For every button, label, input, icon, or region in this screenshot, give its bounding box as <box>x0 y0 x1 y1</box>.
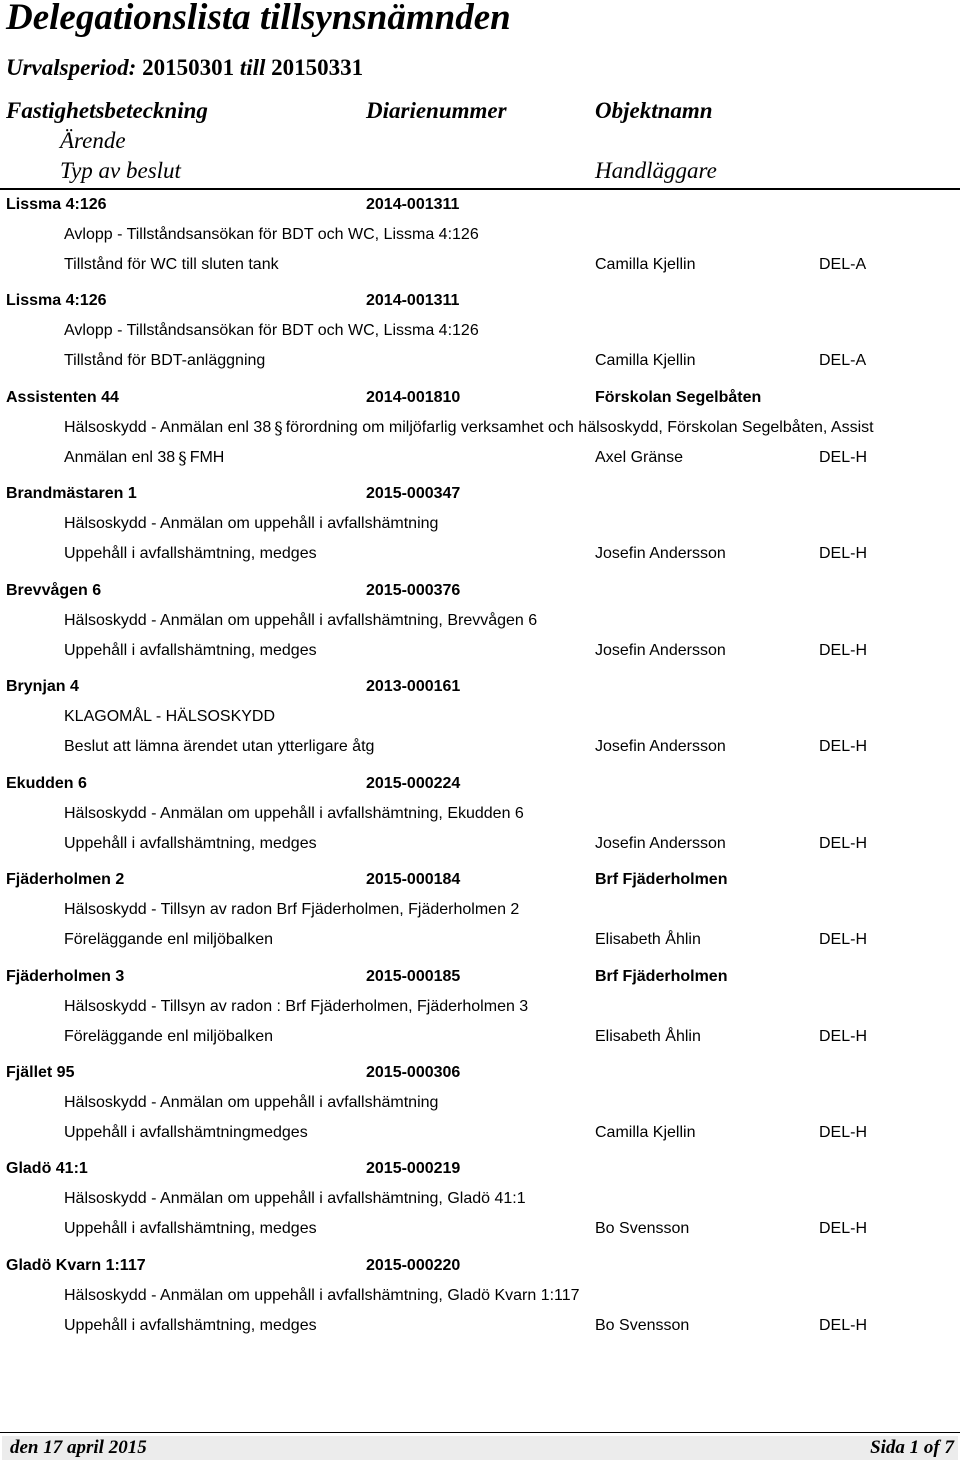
typ-av-beslut: Uppehåll i avfallshämtningmedges <box>64 1124 308 1141</box>
diarienummer: 2014-001311 <box>366 196 460 213</box>
arende: Hälsoskydd - Anmälan om uppehåll i avfallshämtning, Ekudden 6 <box>64 805 524 822</box>
period-label: Urvalsperiod: <box>6 55 137 80</box>
typ-av-beslut: Uppehåll i avfallshämtning, medges <box>64 545 317 562</box>
diarienummer: 2015-000185 <box>366 968 461 985</box>
typ-av-beslut: Tillstånd för WC till sluten tank <box>64 256 279 273</box>
list-item <box>0 677 960 773</box>
typ-av-beslut: Beslut att lämna ärendet utan ytterligare åtg <box>64 738 375 755</box>
diarienummer: 2015-000347 <box>366 485 461 502</box>
delegation-code: DEL-A <box>819 352 867 369</box>
arende: Hälsoskydd - Tillsyn av radon : Brf Fjäderholmen, Fjäderholmen 3 <box>64 998 529 1015</box>
header-diarienummer: Diarienummer <box>366 98 507 123</box>
delegation-code: DEL-H <box>819 931 868 948</box>
period-to: 20150331 <box>271 55 364 80</box>
handlaggare: Bo Svensson <box>595 1317 690 1334</box>
delegation-code: DEL-H <box>819 449 868 466</box>
list-item <box>0 291 960 387</box>
list-item <box>0 195 960 291</box>
selection-period <box>6 55 363 81</box>
objektnamn: Brf Fjäderholmen <box>595 871 728 888</box>
list-item <box>0 484 960 580</box>
delegation-code: DEL-H <box>819 545 868 562</box>
fastighetsbeteckning: Assistenten 44 <box>6 389 119 406</box>
typ-av-beslut <box>64 448 224 468</box>
typ-av-beslut: Uppehåll i avfallshämtning, medges <box>64 1220 317 1237</box>
diarienummer: 2015-000306 <box>366 1064 461 1081</box>
handlaggare: Axel Gränse <box>595 449 684 466</box>
list-item <box>0 774 960 870</box>
arende: Avlopp - Tillståndsansökan för BDT och WC, Lissma 4:126 <box>64 226 479 243</box>
diarienummer: 2015-000219 <box>366 1160 461 1177</box>
arende: Hälsoskydd - Anmälan om uppehåll i avfallshämtning, Gladö 41:1 <box>64 1190 526 1207</box>
typ-av-beslut: Uppehåll i avfallshämtning, medges <box>64 1317 317 1334</box>
fastighetsbeteckning: Gladö Kvarn 1:117 <box>6 1257 146 1274</box>
header-objektnamn: Objektnamn <box>595 98 713 123</box>
fastighetsbeteckning: Lissma 4:126 <box>6 292 107 309</box>
diarienummer: 2013-000161 <box>366 678 461 695</box>
arende: Hälsoskydd - Tillsyn av radon Brf Fjäderholmen, Fjäderholmen 2 <box>64 901 520 918</box>
handlaggare: Camilla Kjellin <box>595 1124 696 1141</box>
delegation-code: DEL-H <box>819 642 868 659</box>
list-item <box>0 967 960 1063</box>
page-title: Delegationslista tillsynsnämnden <box>6 0 511 38</box>
arende: Hälsoskydd - Anmälan om uppehåll i avfallshämtning, Gladö Kvarn 1:117 <box>64 1287 580 1304</box>
arende: Hälsoskydd - Anmälan om uppehåll i avfallshämtning <box>64 515 439 532</box>
typ-av-beslut: Uppehåll i avfallshämtning, medges <box>64 642 317 659</box>
delegation-code: DEL-H <box>819 835 868 852</box>
header-handlaggare: Handläggare <box>595 158 717 183</box>
list-item <box>0 1063 960 1159</box>
delegation-code: DEL-H <box>819 1317 868 1334</box>
objektnamn: Förskolan Segelbåten <box>595 389 762 406</box>
header-divider <box>0 188 960 190</box>
arende: Avlopp - Tillståndsansökan för BDT och WC, Lissma 4:126 <box>64 322 479 339</box>
section-sign-icon: § <box>274 419 283 439</box>
arende: KLAGOMÅL - HÄLSOSKYDD <box>64 708 276 725</box>
fastighetsbeteckning: Fjäderholmen 2 <box>6 871 125 888</box>
objektnamn: Brf Fjäderholmen <box>595 968 728 985</box>
typ-av-beslut: Föreläggande enl miljöbalken <box>64 1028 274 1045</box>
handlaggare: Camilla Kjellin <box>595 256 696 273</box>
arende-part-2: förordning om miljöfarlig verksamhet och hälsoskydd, Förskolan Segelbåten, Assist <box>285 419 874 436</box>
arende: Hälsoskydd - Anmälan om uppehåll i avfallshämtning <box>64 1094 439 1111</box>
fastighetsbeteckning: Fjäderholmen 3 <box>6 968 125 985</box>
fastighetsbeteckning: Ekudden 6 <box>6 775 87 792</box>
handlaggare: Elisabeth Åhlin <box>595 931 701 948</box>
fastighetsbeteckning: Lissma 4:126 <box>6 196 107 213</box>
beslut-part-2: FMH <box>189 449 225 466</box>
list-item <box>0 388 960 484</box>
period-from: 20150301 <box>142 55 235 80</box>
footer-date: den 17 april 2015 <box>10 1437 147 1458</box>
typ-av-beslut: Uppehåll i avfallshämtning, medges <box>64 835 317 852</box>
handlaggare: Josefin Andersson <box>595 545 726 562</box>
delegation-code: DEL-H <box>819 738 868 755</box>
typ-av-beslut: Tillstånd för BDT-anläggning <box>64 352 266 369</box>
diarienummer: 2014-001810 <box>366 389 461 406</box>
handlaggare: Elisabeth Åhlin <box>595 1028 701 1045</box>
diarienummer: 2014-001311 <box>366 292 460 309</box>
header-typ-av-beslut: Typ av beslut <box>60 158 181 183</box>
header-arende: Ärende <box>60 128 126 153</box>
list-item <box>0 1256 960 1352</box>
fastighetsbeteckning: Brevvågen 6 <box>6 582 102 599</box>
diarienummer: 2015-000184 <box>366 871 461 888</box>
period-till-word: till <box>239 55 266 80</box>
beslut-part-1: Anmälan enl 38 <box>64 449 176 466</box>
list-item <box>0 870 960 966</box>
diarienummer: 2015-000220 <box>366 1257 461 1274</box>
fastighetsbeteckning: Brandmästaren 1 <box>6 485 137 502</box>
arende <box>64 418 874 438</box>
handlaggare: Josefin Andersson <box>595 738 726 755</box>
handlaggare: Josefin Andersson <box>595 642 726 659</box>
list-item <box>0 581 960 677</box>
footer-divider <box>0 1432 960 1433</box>
header-fastighetsbeteckning: Fastighetsbeteckning <box>6 98 208 123</box>
diarienummer: 2015-000376 <box>366 582 461 599</box>
handlaggare: Josefin Andersson <box>595 835 726 852</box>
delegation-code: DEL-A <box>819 256 867 273</box>
diarienummer: 2015-000224 <box>366 775 461 792</box>
arende: Hälsoskydd - Anmälan om uppehåll i avfallshämtning, Brevvågen 6 <box>64 612 538 629</box>
delegation-code: DEL-H <box>819 1124 868 1141</box>
fastighetsbeteckning: Gladö 41:1 <box>6 1160 88 1177</box>
list-item <box>0 1159 960 1255</box>
handlaggare: Camilla Kjellin <box>595 352 696 369</box>
delegation-code: DEL-H <box>819 1220 868 1237</box>
fastighetsbeteckning: Brynjan 4 <box>6 678 79 695</box>
delegation-code: DEL-H <box>819 1028 868 1045</box>
section-sign-icon: § <box>178 449 187 469</box>
typ-av-beslut: Föreläggande enl miljöbalken <box>64 931 274 948</box>
handlaggare: Bo Svensson <box>595 1220 690 1237</box>
arende-part-1: Hälsoskydd - Anmälan enl 38 <box>64 419 272 436</box>
page-number: Sida 1 of 7 <box>870 1437 954 1458</box>
fastighetsbeteckning: Fjället 95 <box>6 1064 75 1081</box>
